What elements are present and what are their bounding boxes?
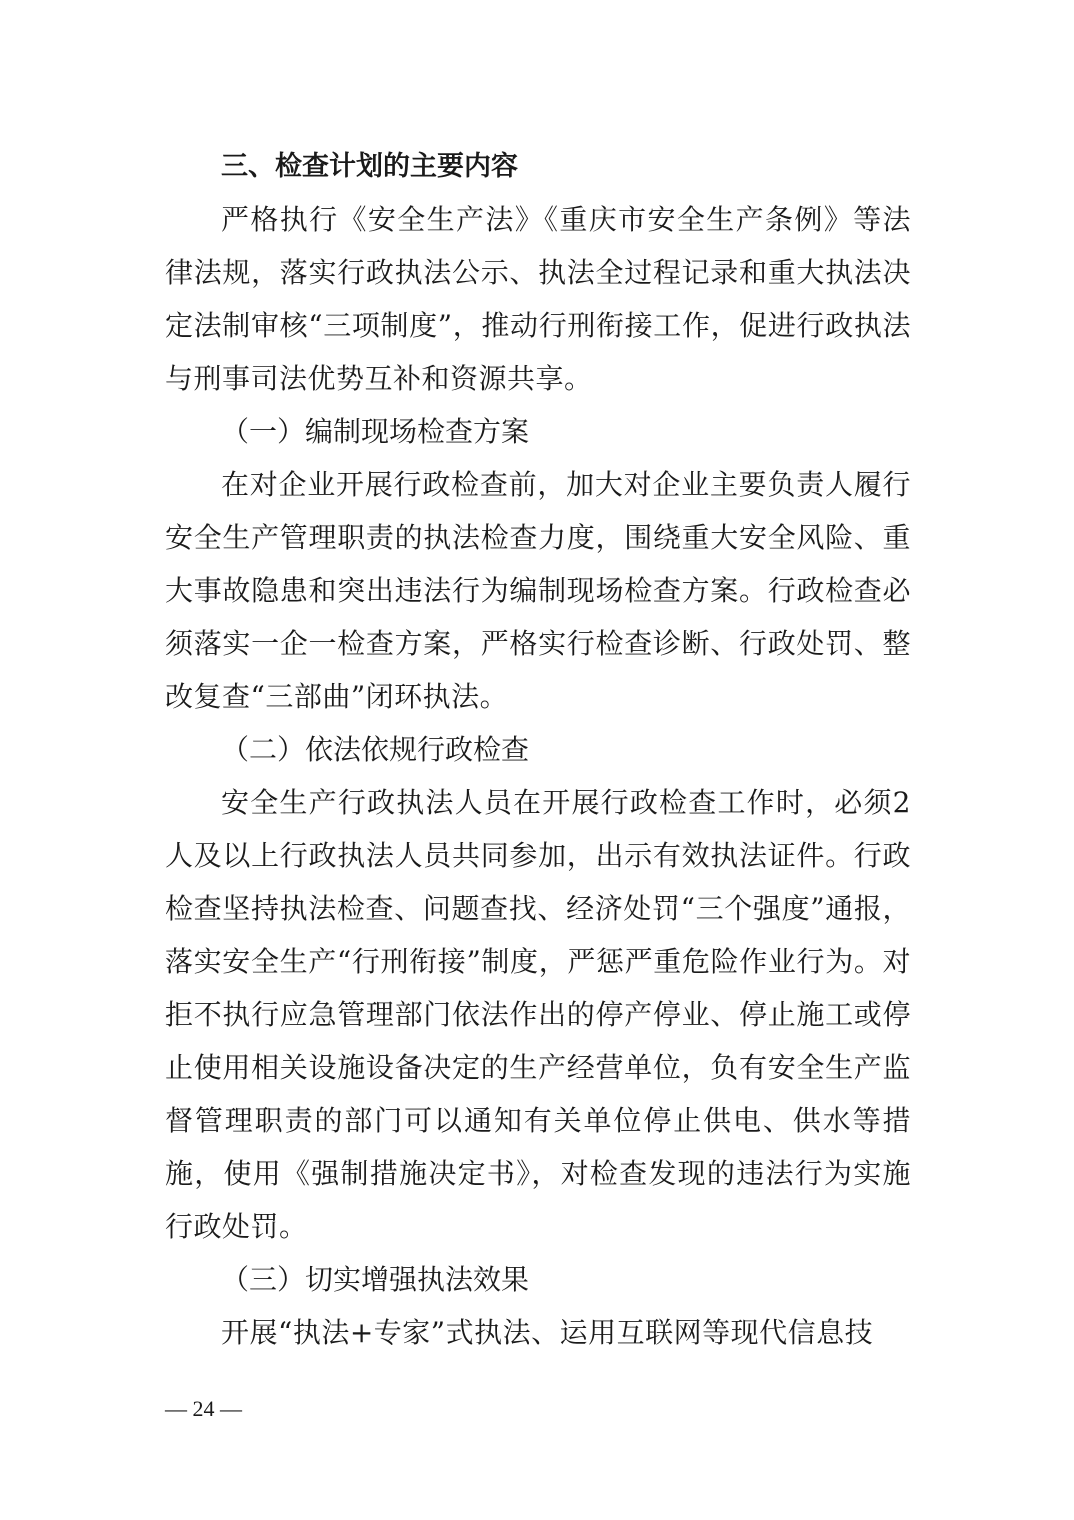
section-title: 三、检查计划的主要内容: [221, 151, 518, 182]
subsection-title-2: （二）依法依规行政检查: [221, 733, 530, 766]
subsection-body-3: 开展“执法+专家”式执法、运用互联网等现代信息技: [221, 1316, 874, 1349]
page-number: — 24 —: [165, 1396, 242, 1421]
subsection-body-1: 在对企业开展行政检查前，加大对企业主要负责人履行安全生产管理职责的执法检查力度，围绕重大安全风险、重大事故隐患和突出违法行为编制现场检查方案。行政检查必须落实一企一检查方案，严格实行检查诊断、行政处罚、整改复查“三部曲”闭环执法。: [165, 468, 911, 713]
document-body: [165, 140, 911, 1359]
subsection-title-1: （一）编制现场检查方案: [221, 415, 530, 448]
subsection-title-3: （三）切实增强执法效果: [221, 1263, 530, 1296]
subsection-body-2: 安全生产行政执法人员在开展行政检查工作时，必须2人及以上行政执法人员共同参加，出示有效执法证件。行政检查坚持执法检查、问题查找、经济处罚“三个强度”通报，落实安全生产“行刑衔接”制度，严惩严重危险作业行为。对拒不执行应急管理部门依法作出的停产停业、停止施工或停止使用相关设施设备决定的生产经营单位，负有安全生产监督管理职责的部门可以通知有关单位停止供电、供水等措施，使用《强制措施决定书》，对检查发现的违法行为实施行政处罚。: [165, 786, 911, 1243]
intro-paragraph: 严格执行《安全生产法》《重庆市安全生产条例》等法律法规，落实行政执法公示、执法全过程记录和重大执法决定法制审核“三项制度”，推动行刑衔接工作，促进行政执法与刑事司法优势互补和资源共享。: [165, 203, 911, 395]
